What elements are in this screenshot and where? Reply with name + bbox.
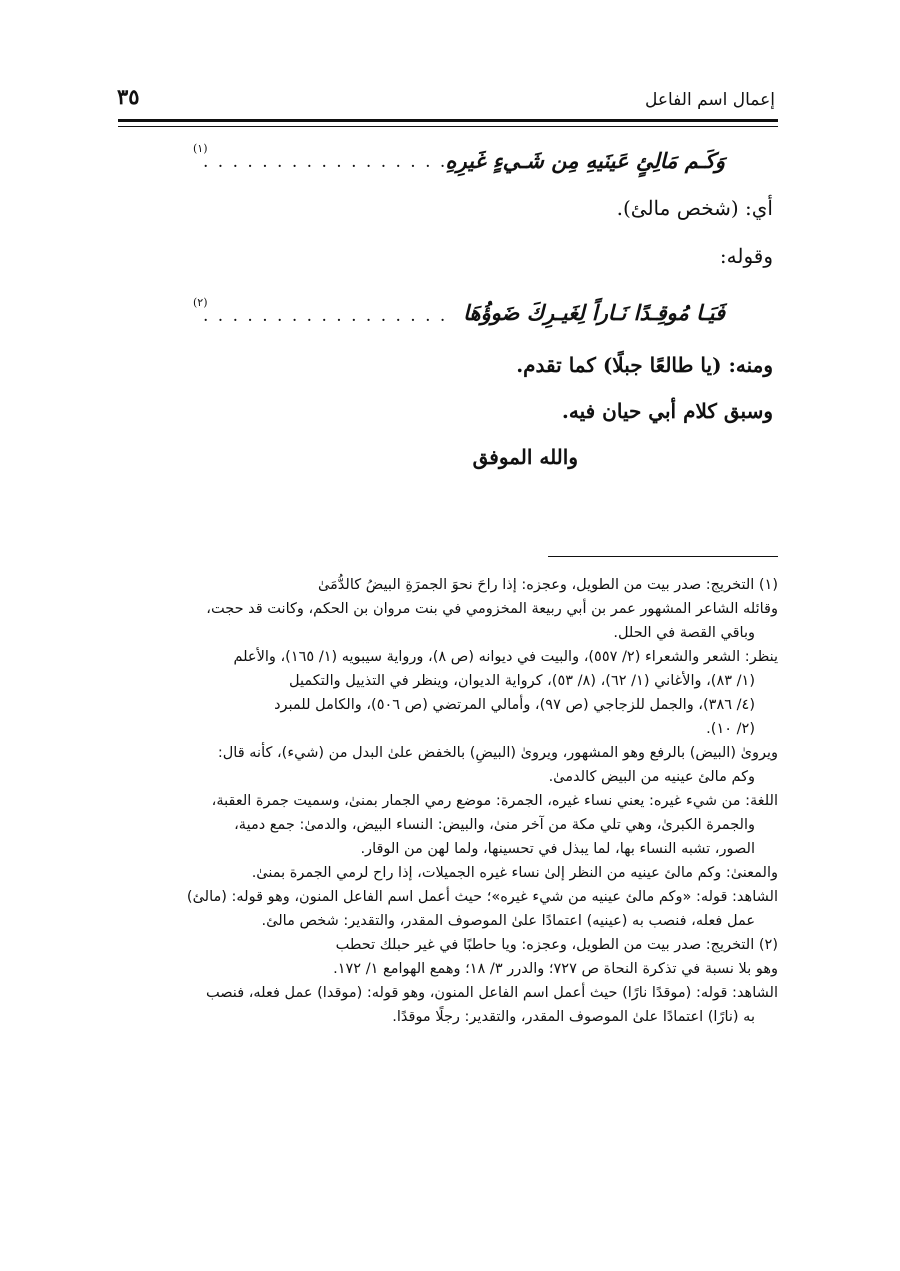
- line-wqawluh: وقوله:: [719, 244, 773, 268]
- footnote-2-line-2: وهو بلا نسبة في تذكرة النحاة ص ٧٢٧؛ والدرر ٣/ ١٨؛ وهمع الهوامع ١/ ١٧٢.: [333, 961, 778, 977]
- running-title: إعمال اسم الفاعل: [644, 90, 775, 110]
- footnote-1-line-2: وقائله الشاعر المشهور عمر بن أبي ربيعة المخزومي في بنت مروان بن الحكم، وكانت قد حجت،: [206, 601, 778, 617]
- footnote-1-line-15: عمل فعله، فنصب به (عينيه) اعتمادًا علىٰ الموصوف المقدر، والتقدير: شخص مالئ.: [261, 913, 755, 929]
- footnote-1-line-11: والجمرة الكبرىٰ، وهي تلي مكة من آخر منىٰ، والبيض: النساء البيض، والدمىٰ: جمع دمية،: [234, 817, 755, 833]
- footnote-1-line-8: ويروىٰ (البيض) بالرفع وهو المشهور، ويروىٰ (البيضِ) بالخفض علىٰ البدل من (شيء)، كأنه قال:: [217, 745, 778, 761]
- footnote-1-line-14: الشاهد: قوله: «وكم مالئ عينيه من شيء غيره»؛ حيث أعمل اسم الفاعل المنون، وهو قوله: (مالئ): [186, 889, 778, 905]
- footnote-1-line-7: (٢/ ١٠).: [706, 721, 755, 737]
- footnote-2-line-3: الشاهد: قوله: (موقدًا نارًا) حيث أعمل اسم الفاعل المنون، وهو قوله: (موقدا) عمل فعله، فنصب: [206, 985, 778, 1001]
- footnote-1-line-13: والمعنىٰ: وكم مالئ عينيه من النظر إلىٰ نساء غيره الجميلات، إذا راح لرمي الجمرة بمنىٰ.: [251, 865, 778, 881]
- verse-1: وَكَـم مَالِئٍ عَينَيهِ مِن شَـيءٍ غَيرِهِ: [445, 148, 725, 173]
- verse-2: فَيَـا مُوقِـدًا نَـاراً لِغَيـرِكَ ضَوؤُهَا: [463, 300, 725, 325]
- closing-phrase: والله الموفق: [472, 445, 578, 469]
- page-number: ٣٥: [117, 84, 140, 109]
- footnote-1-line-12: الصور، تشبه النساء بها، لما يبذل في تحسينها، ولما لهن من الوقار.: [360, 841, 755, 857]
- line-ay: أي: (شخص مالئ).: [616, 196, 773, 220]
- verse-2-ellipsis: . . . . . . . . . . . . . . . . .: [203, 306, 448, 326]
- footnote-ref-2: (٢): [193, 296, 208, 309]
- line-sabaq: وسبق كلام أبي حيان فيه.: [561, 399, 773, 423]
- footnote-2-line-1: (٢) التخريج: صدر بيت من الطويل، وعجزه: ويا حاطبًا في غير حبلك تحطب: [335, 937, 778, 953]
- footnote-separator: [548, 556, 778, 557]
- footnote-1-line-3: وباقي القصة في الحلل.: [613, 625, 755, 641]
- line-minhu: ومنه: (يا طالعًا جبلًا) كما تقدم.: [516, 353, 773, 377]
- footnote-ref-1: (١): [193, 142, 208, 155]
- footnote-1-line-1: (١) التخريج: صدر بيت من الطويل، وعجزه: إذا راحَ نحوَ الجمرَةِ البيضُ كالدُّمَىٰ: [317, 577, 778, 593]
- footnote-1-line-9: وكم مالئ عينيه من البيض كالدمىٰ.: [548, 769, 755, 785]
- header-rule-thick: [118, 119, 778, 122]
- footnote-1-line-6: (٤/ ٣٨٦)، والجمل للزجاجي (ص ٩٧)، وأمالي المرتضي (ص ٥٠٦)، والكامل للمبرد: [274, 697, 755, 713]
- verse-1-ellipsis: . . . . . . . . . . . . . . . . .: [203, 152, 448, 172]
- header-rule-thin: [118, 126, 778, 127]
- footnote-2-line-4: به (نارًا) اعتمادًا علىٰ الموصوف المقدر، والتقدير: رجلًا موقدًا.: [392, 1009, 755, 1025]
- main-text: [135, 140, 773, 470]
- footnote-1-line-5: (١/ ٨٣)، والأغاني (١/ ٦٢)، (٨/ ٥٣)، كرواية الديوان، وينظر في التذييل والتكميل: [289, 673, 755, 689]
- footnote-1-line-10: اللغة: من شيء غيره: يعني نساء غيره، الجمرة: موضع رمي الجمار بمنىٰ، وسميت جمرة العقبة،: [211, 793, 778, 809]
- footnote-1-line-4: ينظر: الشعر والشعراء (٢/ ٥٥٧)، والبيت في ديوانه (ص ٨)، ورواية سيبويه (١/ ١٦٥)، والأعلم: [233, 649, 778, 665]
